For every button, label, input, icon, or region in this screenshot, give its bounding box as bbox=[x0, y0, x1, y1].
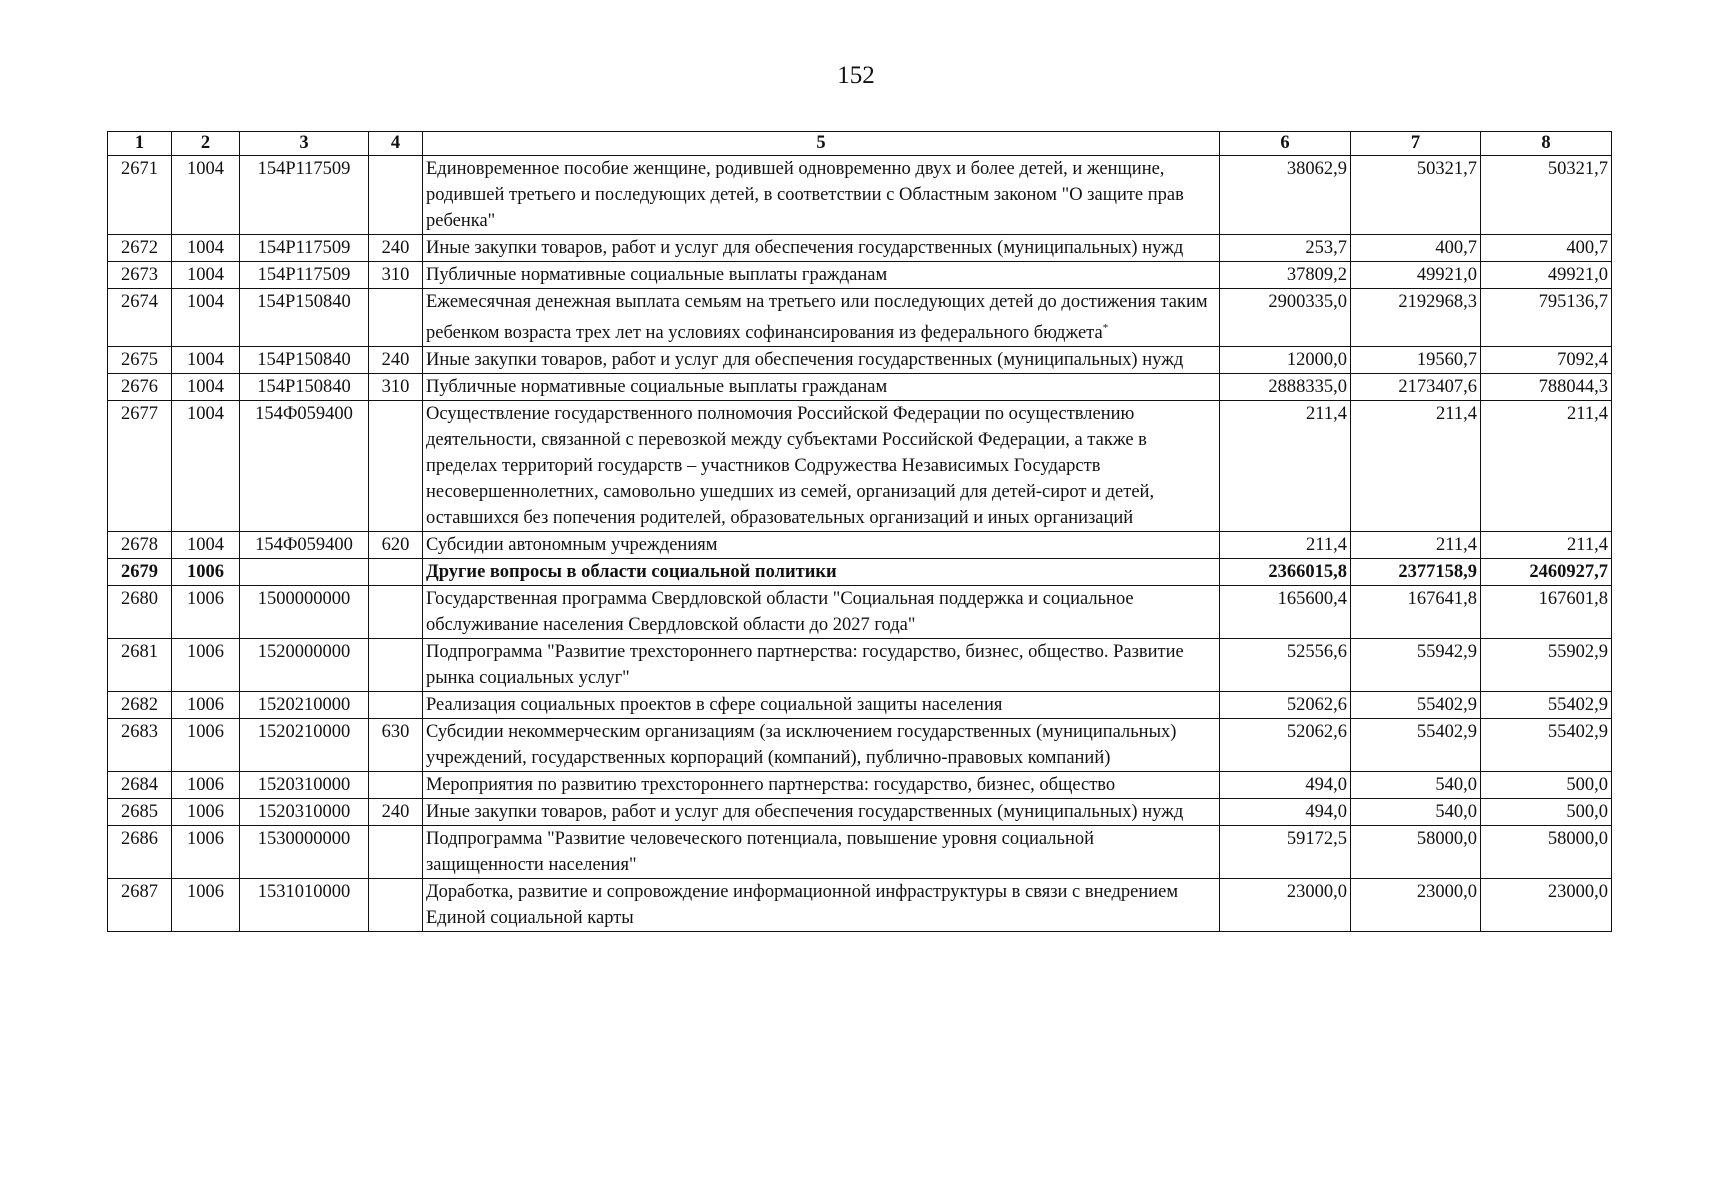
expense-type-cell: 630 bbox=[369, 719, 423, 772]
row-number-cell: 2682 bbox=[108, 692, 172, 719]
table-row bbox=[108, 156, 1612, 235]
expense-type-cell bbox=[369, 559, 423, 586]
row-number-cell: 2672 bbox=[108, 235, 172, 262]
expense-type-cell bbox=[369, 692, 423, 719]
item-name-cell bbox=[423, 374, 1220, 401]
table-row bbox=[108, 347, 1612, 374]
amount-col8-cell: 211,4 bbox=[1481, 401, 1612, 532]
amount-col7-cell: 2173407,6 bbox=[1351, 374, 1481, 401]
amount-col8-cell: 500,0 bbox=[1481, 799, 1612, 826]
expense-type-cell: 310 bbox=[369, 374, 423, 401]
target-article-cell: 1531010000 bbox=[240, 879, 369, 932]
section-code-cell: 1004 bbox=[172, 347, 240, 374]
section-code-cell: 1006 bbox=[172, 639, 240, 692]
amount-col6-cell: 38062,9 bbox=[1220, 156, 1351, 235]
target-article-cell: 154Ф059400 bbox=[240, 532, 369, 559]
row-number-cell: 2685 bbox=[108, 799, 172, 826]
page-number: 152 bbox=[837, 62, 875, 89]
item-name-cell bbox=[423, 772, 1220, 799]
target-article-cell: 154P117509 bbox=[240, 262, 369, 289]
amount-col6-cell: 253,7 bbox=[1220, 235, 1351, 262]
amount-col7-cell: 50321,7 bbox=[1351, 156, 1481, 235]
amount-col7-cell: 55402,9 bbox=[1351, 692, 1481, 719]
row-number-cell: 2678 bbox=[108, 532, 172, 559]
item-name-text: Подпрограмма "Развитие человеческого потенциала, повышение уровня социальной защищенности населения" bbox=[426, 829, 1094, 876]
header-cell-4: 4 bbox=[369, 132, 423, 156]
item-name-cell bbox=[423, 639, 1220, 692]
row-number-cell: 2673 bbox=[108, 262, 172, 289]
budget-table bbox=[107, 131, 1612, 932]
amount-col8-cell: 2460927,7 bbox=[1481, 559, 1612, 586]
target-article-cell: 1500000000 bbox=[240, 586, 369, 639]
table-row bbox=[108, 235, 1612, 262]
table-row bbox=[108, 289, 1612, 347]
item-name-text: Субсидии автономным учреждениям bbox=[426, 535, 718, 556]
expense-type-cell bbox=[369, 156, 423, 235]
table-row bbox=[108, 374, 1612, 401]
table-row bbox=[108, 262, 1612, 289]
amount-col7-cell: 2377158,9 bbox=[1351, 559, 1481, 586]
target-article-cell: 1520000000 bbox=[240, 639, 369, 692]
expense-type-cell: 310 bbox=[369, 262, 423, 289]
item-name-text: Подпрограмма "Развитие трехстороннего партнерства: государство, бизнес, общество. Развитие рынка социальных услуг" bbox=[426, 642, 1184, 689]
amount-col6-cell: 2888335,0 bbox=[1220, 374, 1351, 401]
amount-col8-cell: 7092,4 bbox=[1481, 347, 1612, 374]
amount-col6-cell: 59172,5 bbox=[1220, 826, 1351, 879]
table-row bbox=[108, 401, 1612, 532]
target-article-cell: 154P150840 bbox=[240, 289, 369, 347]
header-cell-5: 5 bbox=[423, 132, 1220, 156]
target-article-cell: 1520310000 bbox=[240, 799, 369, 826]
target-article-cell: 1520210000 bbox=[240, 719, 369, 772]
section-code-cell: 1004 bbox=[172, 235, 240, 262]
target-article-cell: 154P117509 bbox=[240, 235, 369, 262]
target-article-cell: 1520210000 bbox=[240, 692, 369, 719]
amount-col7-cell: 49921,0 bbox=[1351, 262, 1481, 289]
amount-col6-cell: 2366015,8 bbox=[1220, 559, 1351, 586]
row-number-cell: 2671 bbox=[108, 156, 172, 235]
table-row bbox=[108, 559, 1612, 586]
row-number-cell: 2687 bbox=[108, 879, 172, 932]
footnote-marker: * bbox=[1102, 322, 1109, 334]
target-article-cell: 1520310000 bbox=[240, 772, 369, 799]
header-cell-2: 2 bbox=[172, 132, 240, 156]
table-row bbox=[108, 692, 1612, 719]
amount-col8-cell: 58000,0 bbox=[1481, 826, 1612, 879]
expense-type-cell bbox=[369, 879, 423, 932]
section-code-cell: 1006 bbox=[172, 799, 240, 826]
item-name-text: Реализация социальных проектов в сфере социальной защиты населения bbox=[426, 695, 1003, 716]
section-code-cell: 1006 bbox=[172, 692, 240, 719]
table-row bbox=[108, 639, 1612, 692]
amount-col7-cell: 211,4 bbox=[1351, 532, 1481, 559]
row-number-cell: 2675 bbox=[108, 347, 172, 374]
section-code-cell: 1004 bbox=[172, 401, 240, 532]
row-number-cell: 2686 bbox=[108, 826, 172, 879]
item-name-text: Публичные нормативные социальные выплаты гражданам bbox=[426, 265, 888, 285]
item-name-cell bbox=[423, 289, 1220, 347]
header-cell-6: 6 bbox=[1220, 132, 1351, 156]
item-name-cell bbox=[423, 692, 1220, 719]
section-code-cell: 1006 bbox=[172, 772, 240, 799]
target-article-cell: 1530000000 bbox=[240, 826, 369, 879]
section-code-cell: 1004 bbox=[172, 156, 240, 235]
item-name-cell bbox=[423, 401, 1220, 532]
amount-col8-cell: 50321,7 bbox=[1481, 156, 1612, 235]
expense-type-cell bbox=[369, 826, 423, 879]
row-number-cell: 2681 bbox=[108, 639, 172, 692]
amount-col7-cell: 167641,8 bbox=[1351, 586, 1481, 639]
table-row bbox=[108, 719, 1612, 772]
amount-col6-cell: 12000,0 bbox=[1220, 347, 1351, 374]
amount-col7-cell: 55402,9 bbox=[1351, 719, 1481, 772]
row-number-cell: 2677 bbox=[108, 401, 172, 532]
section-code-cell: 1006 bbox=[172, 719, 240, 772]
table-row bbox=[108, 586, 1612, 639]
amount-col8-cell: 500,0 bbox=[1481, 772, 1612, 799]
table-row bbox=[108, 799, 1612, 826]
table-row bbox=[108, 772, 1612, 799]
section-code-cell: 1004 bbox=[172, 532, 240, 559]
amount-col6-cell: 52556,6 bbox=[1220, 639, 1351, 692]
table-body bbox=[108, 156, 1612, 932]
row-number-cell: 2680 bbox=[108, 586, 172, 639]
expense-type-cell bbox=[369, 586, 423, 639]
row-number-cell: 2674 bbox=[108, 289, 172, 347]
item-name-text: Осуществление государственного полномочия Российской Федерации по осуществлению деятельности, связанной с перевозкой между субъектами Российской Федерации, а также в пределах территорий государств – участников Содружества Независимых Государств несовершеннолетних, самовольно ушедших из семей, организаций для детей-сирот и детей, оставшихся без попечения родителей, образовательных организаций и иных организаций bbox=[426, 404, 1155, 529]
amount-col6-cell: 211,4 bbox=[1220, 532, 1351, 559]
amount-col7-cell: 58000,0 bbox=[1351, 826, 1481, 879]
target-article-cell bbox=[240, 559, 369, 586]
table-row bbox=[108, 826, 1612, 879]
item-name-text: Единовременное пособие женщине, родившей одновременно двух и более детей, и женщине, родившей третьего и последующих детей, в соответствии с Областным законом "О защите прав ребенка" bbox=[426, 159, 1184, 231]
item-name-text: Другие вопросы в области социальной политики bbox=[426, 562, 837, 583]
amount-col6-cell: 23000,0 bbox=[1220, 879, 1351, 932]
table-row bbox=[108, 532, 1612, 559]
amount-col6-cell: 37809,2 bbox=[1220, 262, 1351, 289]
target-article-cell: 154P117509 bbox=[240, 156, 369, 235]
section-code-cell: 1004 bbox=[172, 289, 240, 347]
expense-type-cell bbox=[369, 772, 423, 799]
amount-col8-cell: 49921,0 bbox=[1481, 262, 1612, 289]
amount-col6-cell: 52062,6 bbox=[1220, 692, 1351, 719]
item-name-text: Иные закупки товаров, работ и услуг для обеспечения государственных (муниципальных) нужд bbox=[426, 802, 1184, 823]
amount-col6-cell: 165600,4 bbox=[1220, 586, 1351, 639]
section-code-cell: 1006 bbox=[172, 586, 240, 639]
amount-col8-cell: 23000,0 bbox=[1481, 879, 1612, 932]
item-name-text: Иные закупки товаров, работ и услуг для обеспечения государственных (муниципальных) нужд bbox=[426, 238, 1184, 258]
expense-type-cell: 240 bbox=[369, 347, 423, 374]
section-code-cell: 1004 bbox=[172, 262, 240, 289]
amount-col8-cell: 55402,9 bbox=[1481, 692, 1612, 719]
amount-col7-cell: 540,0 bbox=[1351, 772, 1481, 799]
expense-type-cell: 620 bbox=[369, 532, 423, 559]
header-cell-3: 3 bbox=[240, 132, 369, 156]
header-cell-8: 8 bbox=[1481, 132, 1612, 156]
item-name-text: Государственная программа Свердловской области "Социальная поддержка и социальное обслуживание населения Свердловской области до 2027 года" bbox=[426, 589, 1134, 636]
amount-col6-cell: 211,4 bbox=[1220, 401, 1351, 532]
amount-col8-cell: 167601,8 bbox=[1481, 586, 1612, 639]
expense-type-cell bbox=[369, 639, 423, 692]
amount-col8-cell: 400,7 bbox=[1481, 235, 1612, 262]
target-article-cell: 154P150840 bbox=[240, 347, 369, 374]
amount-col6-cell: 494,0 bbox=[1220, 772, 1351, 799]
amount-col8-cell: 55402,9 bbox=[1481, 719, 1612, 772]
expense-type-cell bbox=[369, 289, 423, 347]
amount-col6-cell: 2900335,0 bbox=[1220, 289, 1351, 347]
amount-col8-cell: 795136,7 bbox=[1481, 289, 1612, 347]
amount-col7-cell: 2192968,3 bbox=[1351, 289, 1481, 347]
item-name-text: Доработка, развитие и сопровождение информационной инфраструктуры в связи с внедрением Единой социальной карты bbox=[426, 882, 1179, 929]
header-cell-1: 1 bbox=[108, 132, 172, 156]
section-code-cell: 1004 bbox=[172, 374, 240, 401]
item-name-text: Мероприятия по развитию трехстороннего партнерства: государство, бизнес, общество bbox=[426, 775, 1116, 796]
amount-col8-cell: 788044,3 bbox=[1481, 374, 1612, 401]
amount-col8-cell: 55902,9 bbox=[1481, 639, 1612, 692]
amount-col6-cell: 494,0 bbox=[1220, 799, 1351, 826]
expense-type-cell bbox=[369, 401, 423, 532]
amount-col7-cell: 211,4 bbox=[1351, 401, 1481, 532]
header-row bbox=[108, 132, 1612, 156]
expense-type-cell: 240 bbox=[369, 235, 423, 262]
item-name-cell bbox=[423, 262, 1220, 289]
row-number-cell: 2676 bbox=[108, 374, 172, 401]
item-name-text: Публичные нормативные социальные выплаты гражданам bbox=[426, 377, 888, 398]
item-name-cell bbox=[423, 559, 1220, 586]
amount-col7-cell: 540,0 bbox=[1351, 799, 1481, 826]
amount-col7-cell: 55942,9 bbox=[1351, 639, 1481, 692]
amount-col6-cell: 52062,6 bbox=[1220, 719, 1351, 772]
item-name-cell bbox=[423, 347, 1220, 374]
row-number-cell: 2679 bbox=[108, 559, 172, 586]
item-name-cell bbox=[423, 235, 1220, 262]
item-name-cell bbox=[423, 156, 1220, 235]
item-name-text: Ежемесячная денежная выплата семьям на третьего или последующих детей до достижения таким ребенком возраста трех лет на условиях софинансирования из федерального бюджета bbox=[426, 292, 1208, 344]
item-name-cell bbox=[423, 532, 1220, 559]
table-row bbox=[108, 879, 1612, 932]
item-name-cell bbox=[423, 586, 1220, 639]
amount-col7-cell: 23000,0 bbox=[1351, 879, 1481, 932]
expense-type-cell: 240 bbox=[369, 799, 423, 826]
item-name-text: Субсидии некоммерческим организациям (за исключением государственных (муниципальных) учреждений, государственных корпораций (компаний), публично-правовых компаний) bbox=[426, 722, 1177, 769]
row-number-cell: 2684 bbox=[108, 772, 172, 799]
amount-col8-cell: 211,4 bbox=[1481, 532, 1612, 559]
amount-col7-cell: 400,7 bbox=[1351, 235, 1481, 262]
item-name-text: Иные закупки товаров, работ и услуг для обеспечения государственных (муниципальных) нужд bbox=[426, 350, 1184, 371]
target-article-cell: 154Ф059400 bbox=[240, 401, 369, 532]
amount-col7-cell: 19560,7 bbox=[1351, 347, 1481, 374]
item-name-cell bbox=[423, 799, 1220, 826]
item-name-cell bbox=[423, 879, 1220, 932]
target-article-cell: 154P150840 bbox=[240, 374, 369, 401]
item-name-cell bbox=[423, 826, 1220, 879]
row-number-cell: 2683 bbox=[108, 719, 172, 772]
section-code-cell: 1006 bbox=[172, 559, 240, 586]
item-name-cell bbox=[423, 719, 1220, 772]
header-cell-7: 7 bbox=[1351, 132, 1481, 156]
section-code-cell: 1006 bbox=[172, 879, 240, 932]
section-code-cell: 1006 bbox=[172, 826, 240, 879]
